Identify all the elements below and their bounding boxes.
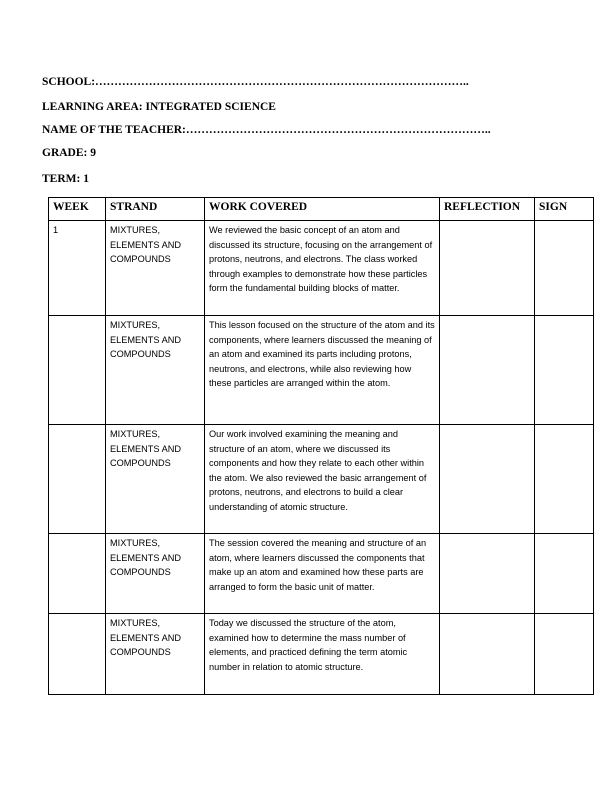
work-covered-cell xyxy=(205,425,440,534)
strand-cell: MIXTURES, ELEMENTS AND COMPOUNDS xyxy=(106,534,205,614)
work-covered-cell xyxy=(205,534,440,614)
teacher-name-field: NAME OF THE TEACHER:…………………………………………………………………….. xyxy=(42,124,491,136)
grade-label: GRADE: 9 xyxy=(42,147,96,159)
work-covered-text: Our work involved examining the meaning and structure of an atom, where we discussed its components and how they relate to each other within the atom. We also reviewed the basic arrangement of protons, neutrons, and electrons to build a clear understanding of atomic structure. xyxy=(209,429,427,512)
col-header-sign: SIGN xyxy=(535,198,594,221)
work-covered-cell xyxy=(205,221,440,316)
strand-cell: MIXTURES, ELEMENTS AND COMPOUNDS xyxy=(106,316,205,425)
sign-cell[interactable] xyxy=(535,534,594,614)
strand-cell: MIXTURES, ELEMENTS AND COMPOUNDS xyxy=(106,221,205,316)
sign-cell[interactable] xyxy=(535,425,594,534)
table-row xyxy=(49,221,594,316)
week-cell xyxy=(49,614,106,695)
sign-cell[interactable] xyxy=(535,614,594,695)
work-record-table xyxy=(48,197,594,695)
sign-cell[interactable] xyxy=(535,221,594,316)
reflection-cell[interactable] xyxy=(440,221,535,316)
work-covered-text: This lesson focused on the structure of the atom and its components, where learners discussed the meaning of an atom and examined its parts including protons, neutrons, and electrons, while also reviewing how these particles are arranged within the atom. xyxy=(209,320,435,389)
table-row xyxy=(49,425,594,534)
work-covered-cell xyxy=(205,614,440,695)
col-header-strand: STRAND xyxy=(106,198,205,221)
work-covered-cell xyxy=(205,316,440,425)
sign-cell[interactable] xyxy=(535,316,594,425)
learning-area: LEARNING AREA: INTEGRATED SCIENCE xyxy=(42,101,276,113)
reflection-cell[interactable] xyxy=(440,316,535,425)
reflection-cell[interactable] xyxy=(440,425,535,534)
work-covered-text: The session covered the meaning and structure of an atom, where learners discussed the components that make up an atom and examined how these parts are arranged to form the basic unit of matter. xyxy=(209,538,427,592)
week-cell xyxy=(49,425,106,534)
col-header-work-covered: WORK COVERED xyxy=(205,198,440,221)
col-header-reflection: REFLECTION xyxy=(440,198,535,221)
work-covered-text: We reviewed the basic concept of an atom and discussed its structure, focusing on the arrangement of protons, neutrons, and electrons. The class worked through examples to demonstrate how these particles form the fundamental building blocks of matter. xyxy=(209,225,433,294)
term-label: TERM: 1 xyxy=(42,173,89,185)
table-row xyxy=(49,316,594,425)
reflection-cell[interactable] xyxy=(440,614,535,695)
week-cell xyxy=(49,316,106,425)
table-row xyxy=(49,534,594,614)
school-field: SCHOOL:…………………………………………………………………………………….. xyxy=(42,76,469,88)
reflection-cell[interactable] xyxy=(440,534,535,614)
work-covered-text: Today we discussed the structure of the atom, examined how to determine the mass number of elements, and practiced defining the term atomic number in relation to atomic structure. xyxy=(209,618,408,672)
table-row xyxy=(49,614,594,695)
table-header-row xyxy=(49,198,594,221)
strand-cell: MIXTURES, ELEMENTS AND COMPOUNDS xyxy=(106,425,205,534)
col-header-week: WEEK xyxy=(49,198,106,221)
week-cell: 1 xyxy=(49,221,106,316)
week-cell xyxy=(49,534,106,614)
strand-cell: MIXTURES, ELEMENTS AND COMPOUNDS xyxy=(106,614,205,695)
